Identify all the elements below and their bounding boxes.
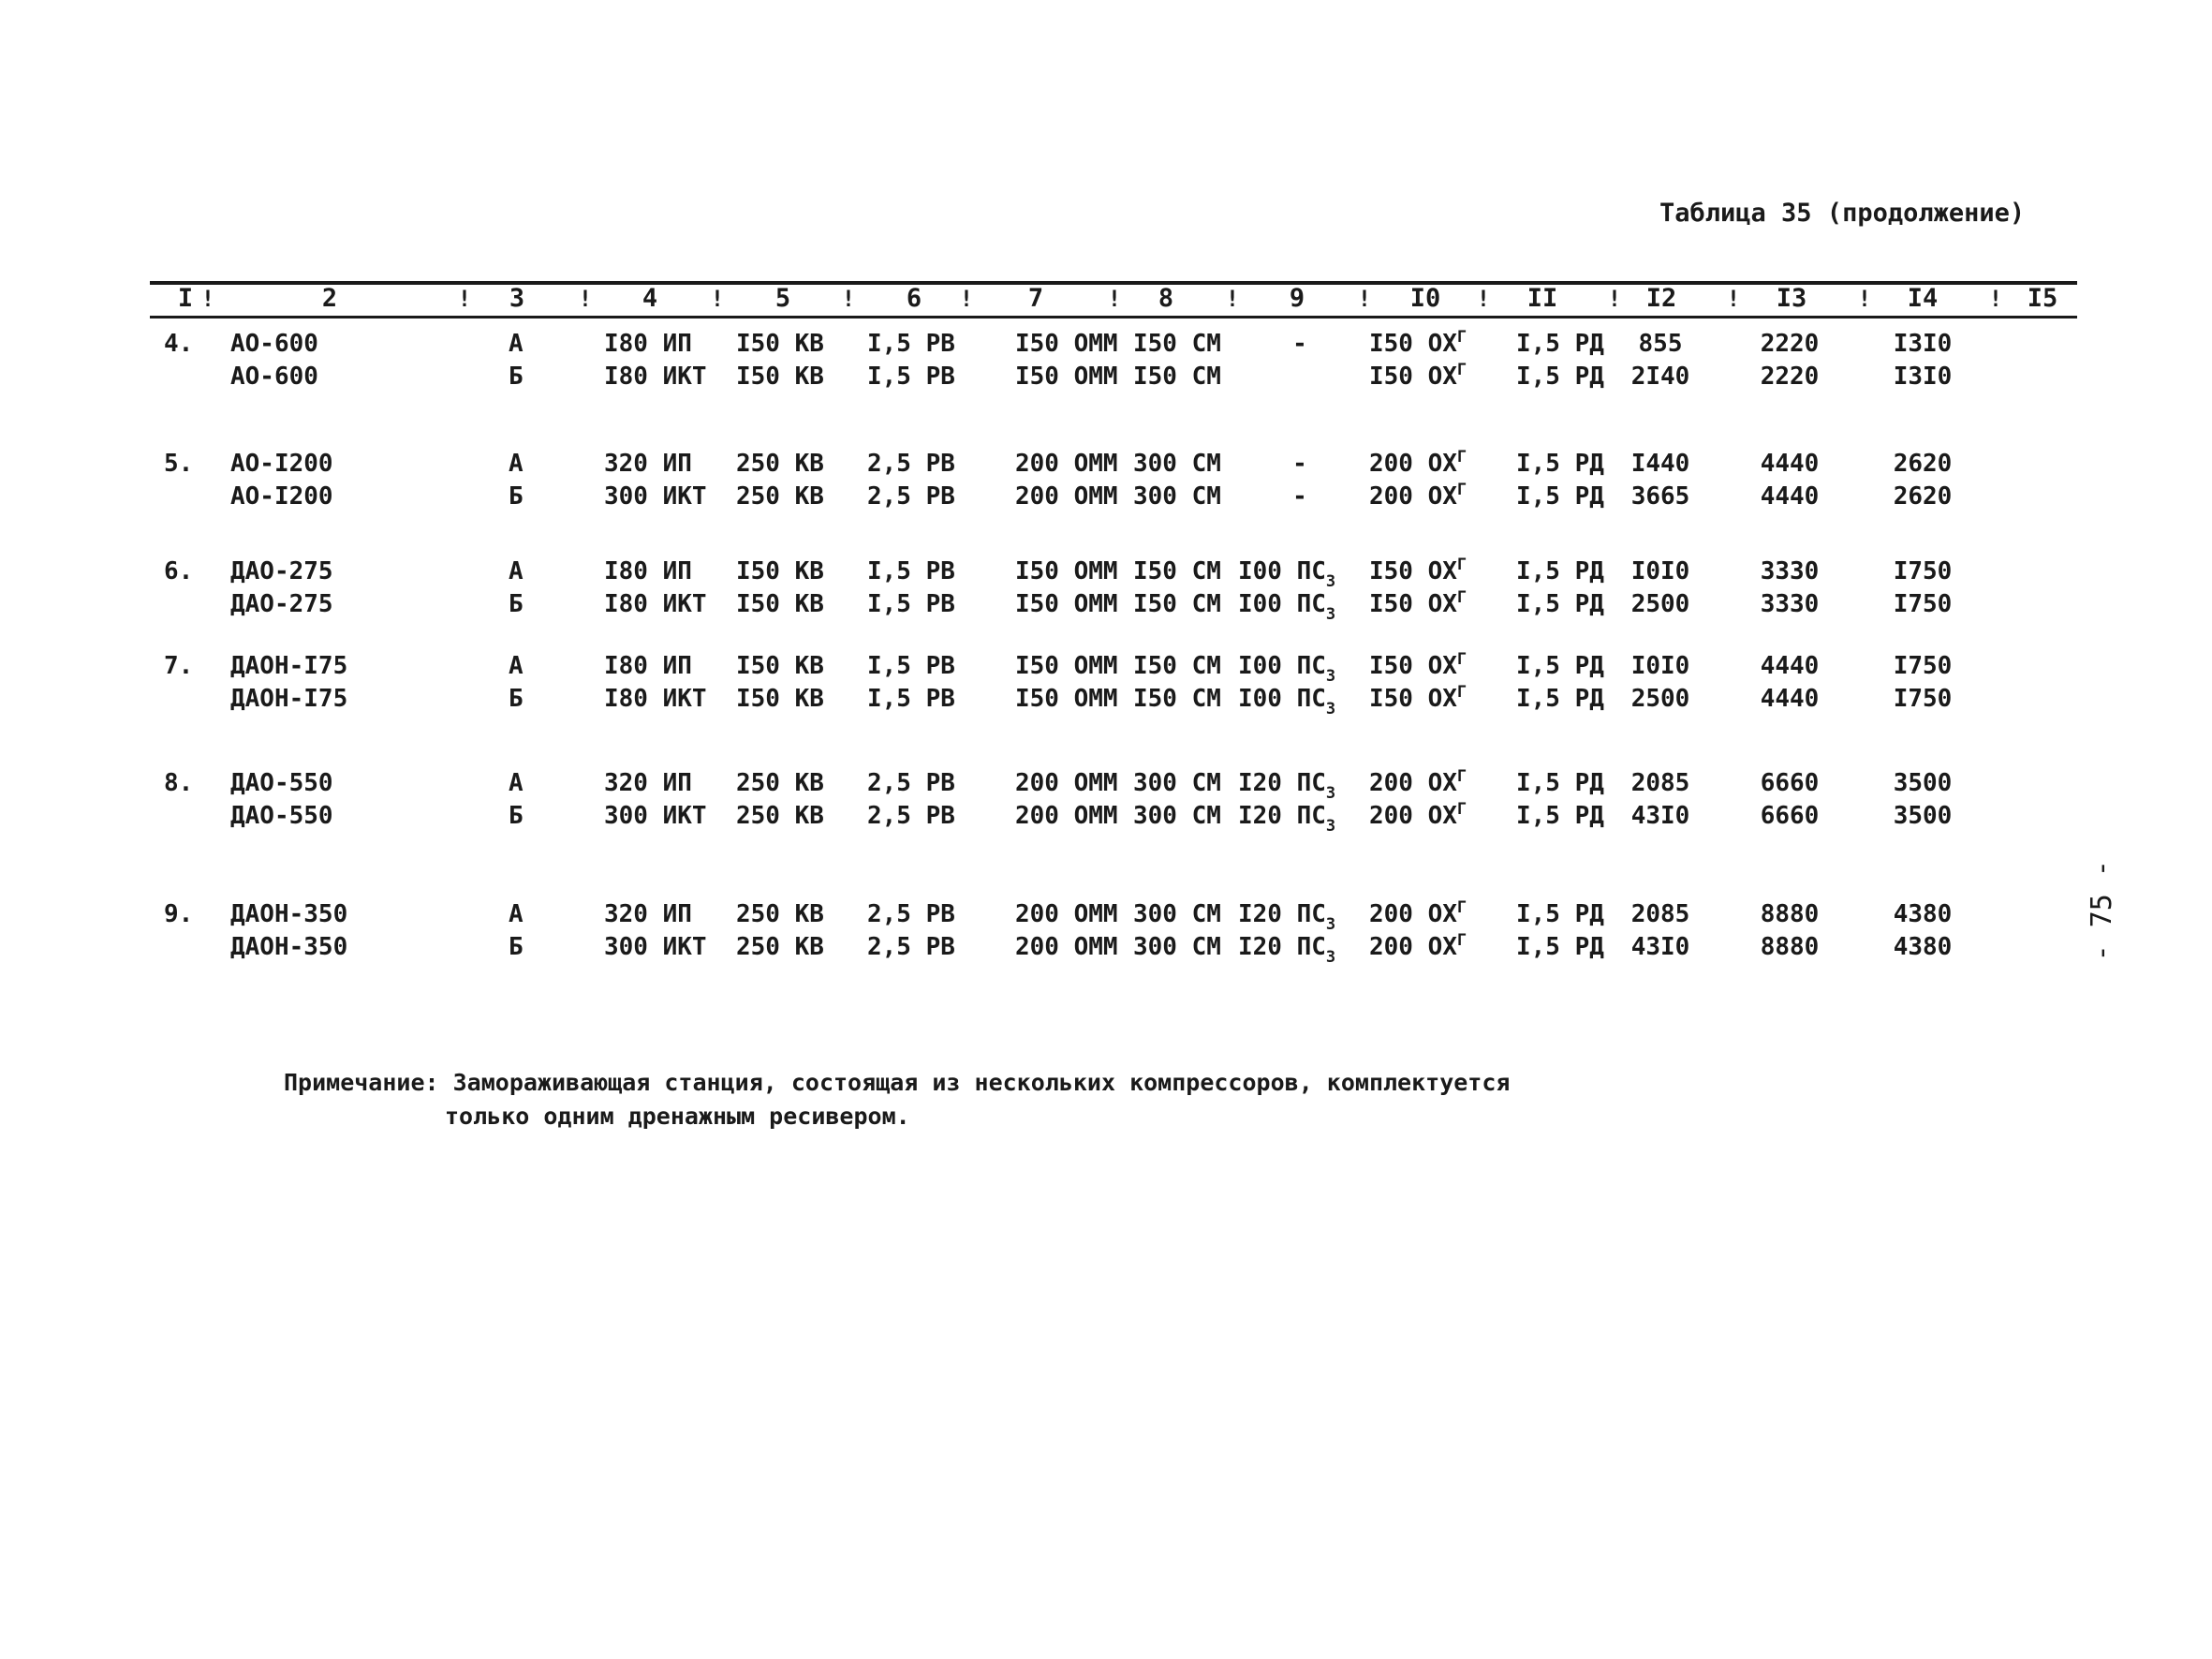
table-cell: I,5 РД (1516, 590, 1604, 618)
table-cell: 3665 (1630, 482, 1690, 511)
table-cell: 2,5 РВ (867, 900, 955, 928)
table-cell: I3I0 (1893, 363, 1953, 391)
variant-cell: А (509, 652, 524, 680)
table-cell: 200 $ОХ^Г$ (1369, 767, 1467, 797)
column-header: II (1526, 284, 1558, 313)
table-cell: I,5 РД (1516, 802, 1604, 830)
column-header: 9 (1289, 284, 1305, 313)
table-cell: 300 СМ (1133, 802, 1221, 830)
table-cell: 300 ИКТ (604, 933, 707, 961)
table-cell: 3330 (1760, 557, 1820, 585)
compressor-name: ДАО-275 (230, 557, 333, 585)
note-line: только одним дренажным ресивером. (445, 1103, 910, 1130)
compressor-name: ДАОН-I75 (230, 685, 348, 713)
table-cell: 2I40 (1630, 363, 1690, 391)
row-number: 9. (164, 900, 194, 928)
table-cell: I,5 РД (1516, 482, 1604, 511)
table-cell: 2085 (1630, 900, 1690, 928)
compressor-name: АО-I200 (230, 450, 333, 478)
table-cell: I80 ИКТ (604, 363, 707, 391)
table-cell: I50 ОММ (1015, 363, 1118, 391)
variant-cell: Б (509, 482, 524, 511)
table-row (0, 448, 2212, 481)
table-cell: I00 $ПС_З$ (1238, 652, 1336, 686)
table-cell: 250 КВ (736, 450, 824, 478)
variant-cell: А (509, 769, 524, 797)
table-cell: I20 $ПС_З$ (1238, 933, 1336, 967)
table-row-group (0, 448, 2212, 513)
compressor-name: ДАО-550 (230, 802, 333, 830)
table-cell: 2500 (1630, 590, 1690, 618)
table-cell: I50 ОММ (1015, 685, 1118, 713)
table-cell: 250 КВ (736, 482, 824, 511)
column-header: 7 (1027, 284, 1044, 313)
table-cell: 855 (1638, 330, 1683, 358)
row-number: 8. (164, 769, 194, 797)
table-row (0, 328, 2212, 361)
table-cell: 200 ОММ (1015, 482, 1118, 511)
table-cell: 200 $ОХ^Г$ (1369, 448, 1467, 478)
table-row (0, 683, 2212, 716)
table-cell: I,5 РД (1516, 363, 1604, 391)
table-cell: I00 $ПС_З$ (1238, 557, 1336, 591)
table-row (0, 650, 2212, 686)
table-cell: I,5 РД (1516, 933, 1604, 961)
column-separator: ! (1988, 286, 2003, 312)
table-cell: I50 $ОХ^Г$ (1369, 650, 1467, 680)
table-cell: I,5 РВ (867, 557, 955, 585)
table-cell: 4380 (1893, 933, 1953, 961)
table-cell: 4440 (1760, 450, 1820, 478)
table-cell: I80 ИП (604, 330, 692, 358)
table-row-group (0, 328, 2212, 393)
table-cell: 8880 (1760, 900, 1820, 928)
table-cell: I,5 РД (1516, 652, 1604, 680)
table-cell: I,5 РД (1516, 557, 1604, 585)
row-number: 6. (164, 557, 194, 585)
row-number: 4. (164, 330, 194, 358)
table-cell: I20 $ПС_З$ (1238, 769, 1336, 803)
note-line: Примечание: Замораживающая станция, состоящая из нескольких компрессоров, комплектуется (284, 1069, 1511, 1096)
table-cell: I50 КВ (736, 330, 824, 358)
compressor-name: ДАО-550 (230, 769, 333, 797)
table-cell: I,5 РД (1516, 769, 1604, 797)
variant-cell: Б (509, 802, 524, 830)
column-separator: ! (578, 286, 593, 312)
table-cell: 250 КВ (736, 933, 824, 961)
variant-cell: А (509, 557, 524, 585)
table-cell: 300 ИКТ (604, 802, 707, 830)
table-cell: I50 КВ (736, 652, 824, 680)
table-cell: 250 КВ (736, 802, 824, 830)
table-cell: I750 (1893, 557, 1953, 585)
table-cell: - (1292, 482, 1307, 511)
table-cell: I50 $ОХ^Г$ (1369, 588, 1467, 618)
column-header: I4 (1907, 284, 1939, 313)
table-cell: I20 $ПС_З$ (1238, 900, 1336, 934)
table-cell: I,5 РД (1516, 450, 1604, 478)
column-header: I0 (1409, 284, 1441, 313)
table-cell: I,5 РВ (867, 652, 955, 680)
table-cell: I50 КВ (736, 557, 824, 585)
table-cell: I50 СМ (1133, 557, 1221, 585)
compressor-name: ДАО-275 (230, 590, 333, 618)
table-cell: 250 КВ (736, 769, 824, 797)
table-cell: I50 СМ (1133, 590, 1221, 618)
table-cell: 2,5 РВ (867, 769, 955, 797)
page-number: - 75 - (2086, 860, 2118, 962)
table-row-group (0, 898, 2212, 967)
table-cell: 6660 (1760, 802, 1820, 830)
table-header-rule (150, 316, 2077, 318)
compressor-name: ДАОН-350 (230, 933, 348, 961)
column-separator: ! (1726, 286, 1741, 312)
table-cell: 200 ОММ (1015, 933, 1118, 961)
compressor-name: АО-I200 (230, 482, 333, 511)
table-cell: I0I0 (1630, 557, 1690, 585)
table-row-group (0, 555, 2212, 624)
column-header: 2 (321, 284, 338, 313)
column-separator: ! (1857, 286, 1872, 312)
table-cell: I,5 РВ (867, 685, 955, 713)
table-cell: - (1292, 450, 1307, 478)
variant-cell: Б (509, 933, 524, 961)
table-cell: 2500 (1630, 685, 1690, 713)
column-header: I3 (1776, 284, 1807, 313)
table-cell: I3I0 (1893, 330, 1953, 358)
column-header: 6 (906, 284, 922, 313)
table-row (0, 361, 2212, 393)
table-cell: I50 ОММ (1015, 652, 1118, 680)
column-separator: ! (200, 286, 215, 312)
table-cell: I80 ИП (604, 557, 692, 585)
table-cell: I,5 РД (1516, 330, 1604, 358)
table-cell: 320 ИП (604, 900, 692, 928)
table-cell: I50 СМ (1133, 685, 1221, 713)
column-separator: ! (1107, 286, 1122, 312)
table-cell: 200 $ОХ^Г$ (1369, 931, 1467, 961)
table-cell: I50 СМ (1133, 363, 1221, 391)
table-cell: I50 $ОХ^Г$ (1369, 683, 1467, 713)
compressor-name: АО-600 (230, 330, 318, 358)
table-cell: 4380 (1893, 900, 1953, 928)
compressor-name: АО-600 (230, 363, 318, 391)
table-cell: I50 КВ (736, 590, 824, 618)
table-cell: I50 СМ (1133, 330, 1221, 358)
table-row (0, 555, 2212, 591)
table-cell: I50 ОММ (1015, 330, 1118, 358)
column-separator: ! (710, 286, 725, 312)
table-cell: 2620 (1893, 450, 1953, 478)
table-cell: I50 КВ (736, 685, 824, 713)
table-cell: 200 ОММ (1015, 900, 1118, 928)
table-cell: I,5 РВ (867, 330, 955, 358)
table-cell: 8880 (1760, 933, 1820, 961)
table-cell: 200 ОММ (1015, 450, 1118, 478)
table-cell: 320 ИП (604, 769, 692, 797)
table-cell: 6660 (1760, 769, 1820, 797)
table-cell: I80 ИКТ (604, 685, 707, 713)
table-cell: 2,5 РВ (867, 482, 955, 511)
column-separator: ! (959, 286, 974, 312)
table-row-group (0, 767, 2212, 836)
table-cell: 2220 (1760, 363, 1820, 391)
table-cell: 2085 (1630, 769, 1690, 797)
table-note (284, 1066, 1510, 1133)
row-number: 7. (164, 652, 194, 680)
variant-cell: Б (509, 590, 524, 618)
table-cell: 3500 (1893, 769, 1953, 797)
variant-cell: Б (509, 363, 524, 391)
table-cell: I50 КВ (736, 363, 824, 391)
table-cell: 3500 (1893, 802, 1953, 830)
column-header: 8 (1158, 284, 1174, 313)
table-row (0, 800, 2212, 836)
table-row (0, 481, 2212, 513)
table-cell: 200 $ОХ^Г$ (1369, 898, 1467, 928)
table-cell: 300 СМ (1133, 933, 1221, 961)
column-separator: ! (1357, 286, 1372, 312)
table-cell: 300 СМ (1133, 450, 1221, 478)
table-cell: 200 ОММ (1015, 802, 1118, 830)
table-row (0, 588, 2212, 624)
table-cell: 2220 (1760, 330, 1820, 358)
table-row (0, 931, 2212, 967)
table-cell: 4440 (1760, 482, 1820, 511)
table-cell: I750 (1893, 685, 1953, 713)
column-separator: ! (457, 286, 472, 312)
table-cell: I50 $ОХ^Г$ (1369, 328, 1467, 358)
column-header: I (177, 284, 194, 313)
table-cell: 200 $ОХ^Г$ (1369, 800, 1467, 830)
table-cell: I,5 РД (1516, 685, 1604, 713)
table-cell: 2620 (1893, 482, 1953, 511)
column-header: 5 (774, 284, 791, 313)
table-header-row (0, 283, 2212, 315)
table-cell: I440 (1630, 450, 1690, 478)
table-cell: I750 (1893, 652, 1953, 680)
column-separator: ! (1607, 286, 1622, 312)
table-cell: 300 ИКТ (604, 482, 707, 511)
table-cell: 300 СМ (1133, 900, 1221, 928)
column-separator: ! (841, 286, 856, 312)
table-cell: 250 КВ (736, 900, 824, 928)
table-cell: 200 ОММ (1015, 769, 1118, 797)
table-cell: 200 $ОХ^Г$ (1369, 481, 1467, 511)
column-separator: ! (1225, 286, 1240, 312)
table-cell: I,5 РД (1516, 900, 1604, 928)
variant-cell: А (509, 900, 524, 928)
table-cell: 300 СМ (1133, 769, 1221, 797)
table-cell: I50 ОММ (1015, 557, 1118, 585)
column-header: I2 (1645, 284, 1677, 313)
table-cell: 2,5 РВ (867, 933, 955, 961)
table-cell: - (1292, 330, 1307, 358)
table-cell: 320 ИП (604, 450, 692, 478)
table-cell: 300 СМ (1133, 482, 1221, 511)
table-cell: I0I0 (1630, 652, 1690, 680)
table-cell: 2,5 РВ (867, 450, 955, 478)
table-row (0, 767, 2212, 803)
table-cell: I00 $ПС_З$ (1238, 590, 1336, 624)
table-cell: I50 $ОХ^Г$ (1369, 361, 1467, 391)
table-cell: I20 $ПС_З$ (1238, 802, 1336, 836)
variant-cell: А (509, 330, 524, 358)
variant-cell: А (509, 450, 524, 478)
table-cell: I,5 РВ (867, 363, 955, 391)
row-number: 5. (164, 450, 194, 478)
table-cell: 43I0 (1630, 802, 1690, 830)
table-row (0, 898, 2212, 934)
compressor-name: ДАОН-I75 (230, 652, 348, 680)
compressor-name: ДАОН-350 (230, 900, 348, 928)
column-header: 3 (509, 284, 525, 313)
column-header: I5 (2027, 284, 2058, 313)
table-cell: I80 ИКТ (604, 590, 707, 618)
table-cell: I750 (1893, 590, 1953, 618)
table-cell: 3330 (1760, 590, 1820, 618)
table-cell: I80 ИП (604, 652, 692, 680)
table-cell: 4440 (1760, 652, 1820, 680)
table-cell: I50 СМ (1133, 652, 1221, 680)
table-cell: 2,5 РВ (867, 802, 955, 830)
table-title: Таблица 35 (продолжение) (1659, 199, 2026, 228)
table-cell: I50 ОММ (1015, 590, 1118, 618)
table-cell: 43I0 (1630, 933, 1690, 961)
table-cell: I50 $ОХ^Г$ (1369, 555, 1467, 585)
table-cell: I00 $ПС_З$ (1238, 685, 1336, 718)
variant-cell: Б (509, 685, 524, 713)
table-cell: I,5 РВ (867, 590, 955, 618)
column-separator: ! (1476, 286, 1491, 312)
table-row-group (0, 650, 2212, 716)
column-header: 4 (641, 284, 658, 313)
table-cell: 4440 (1760, 685, 1820, 713)
